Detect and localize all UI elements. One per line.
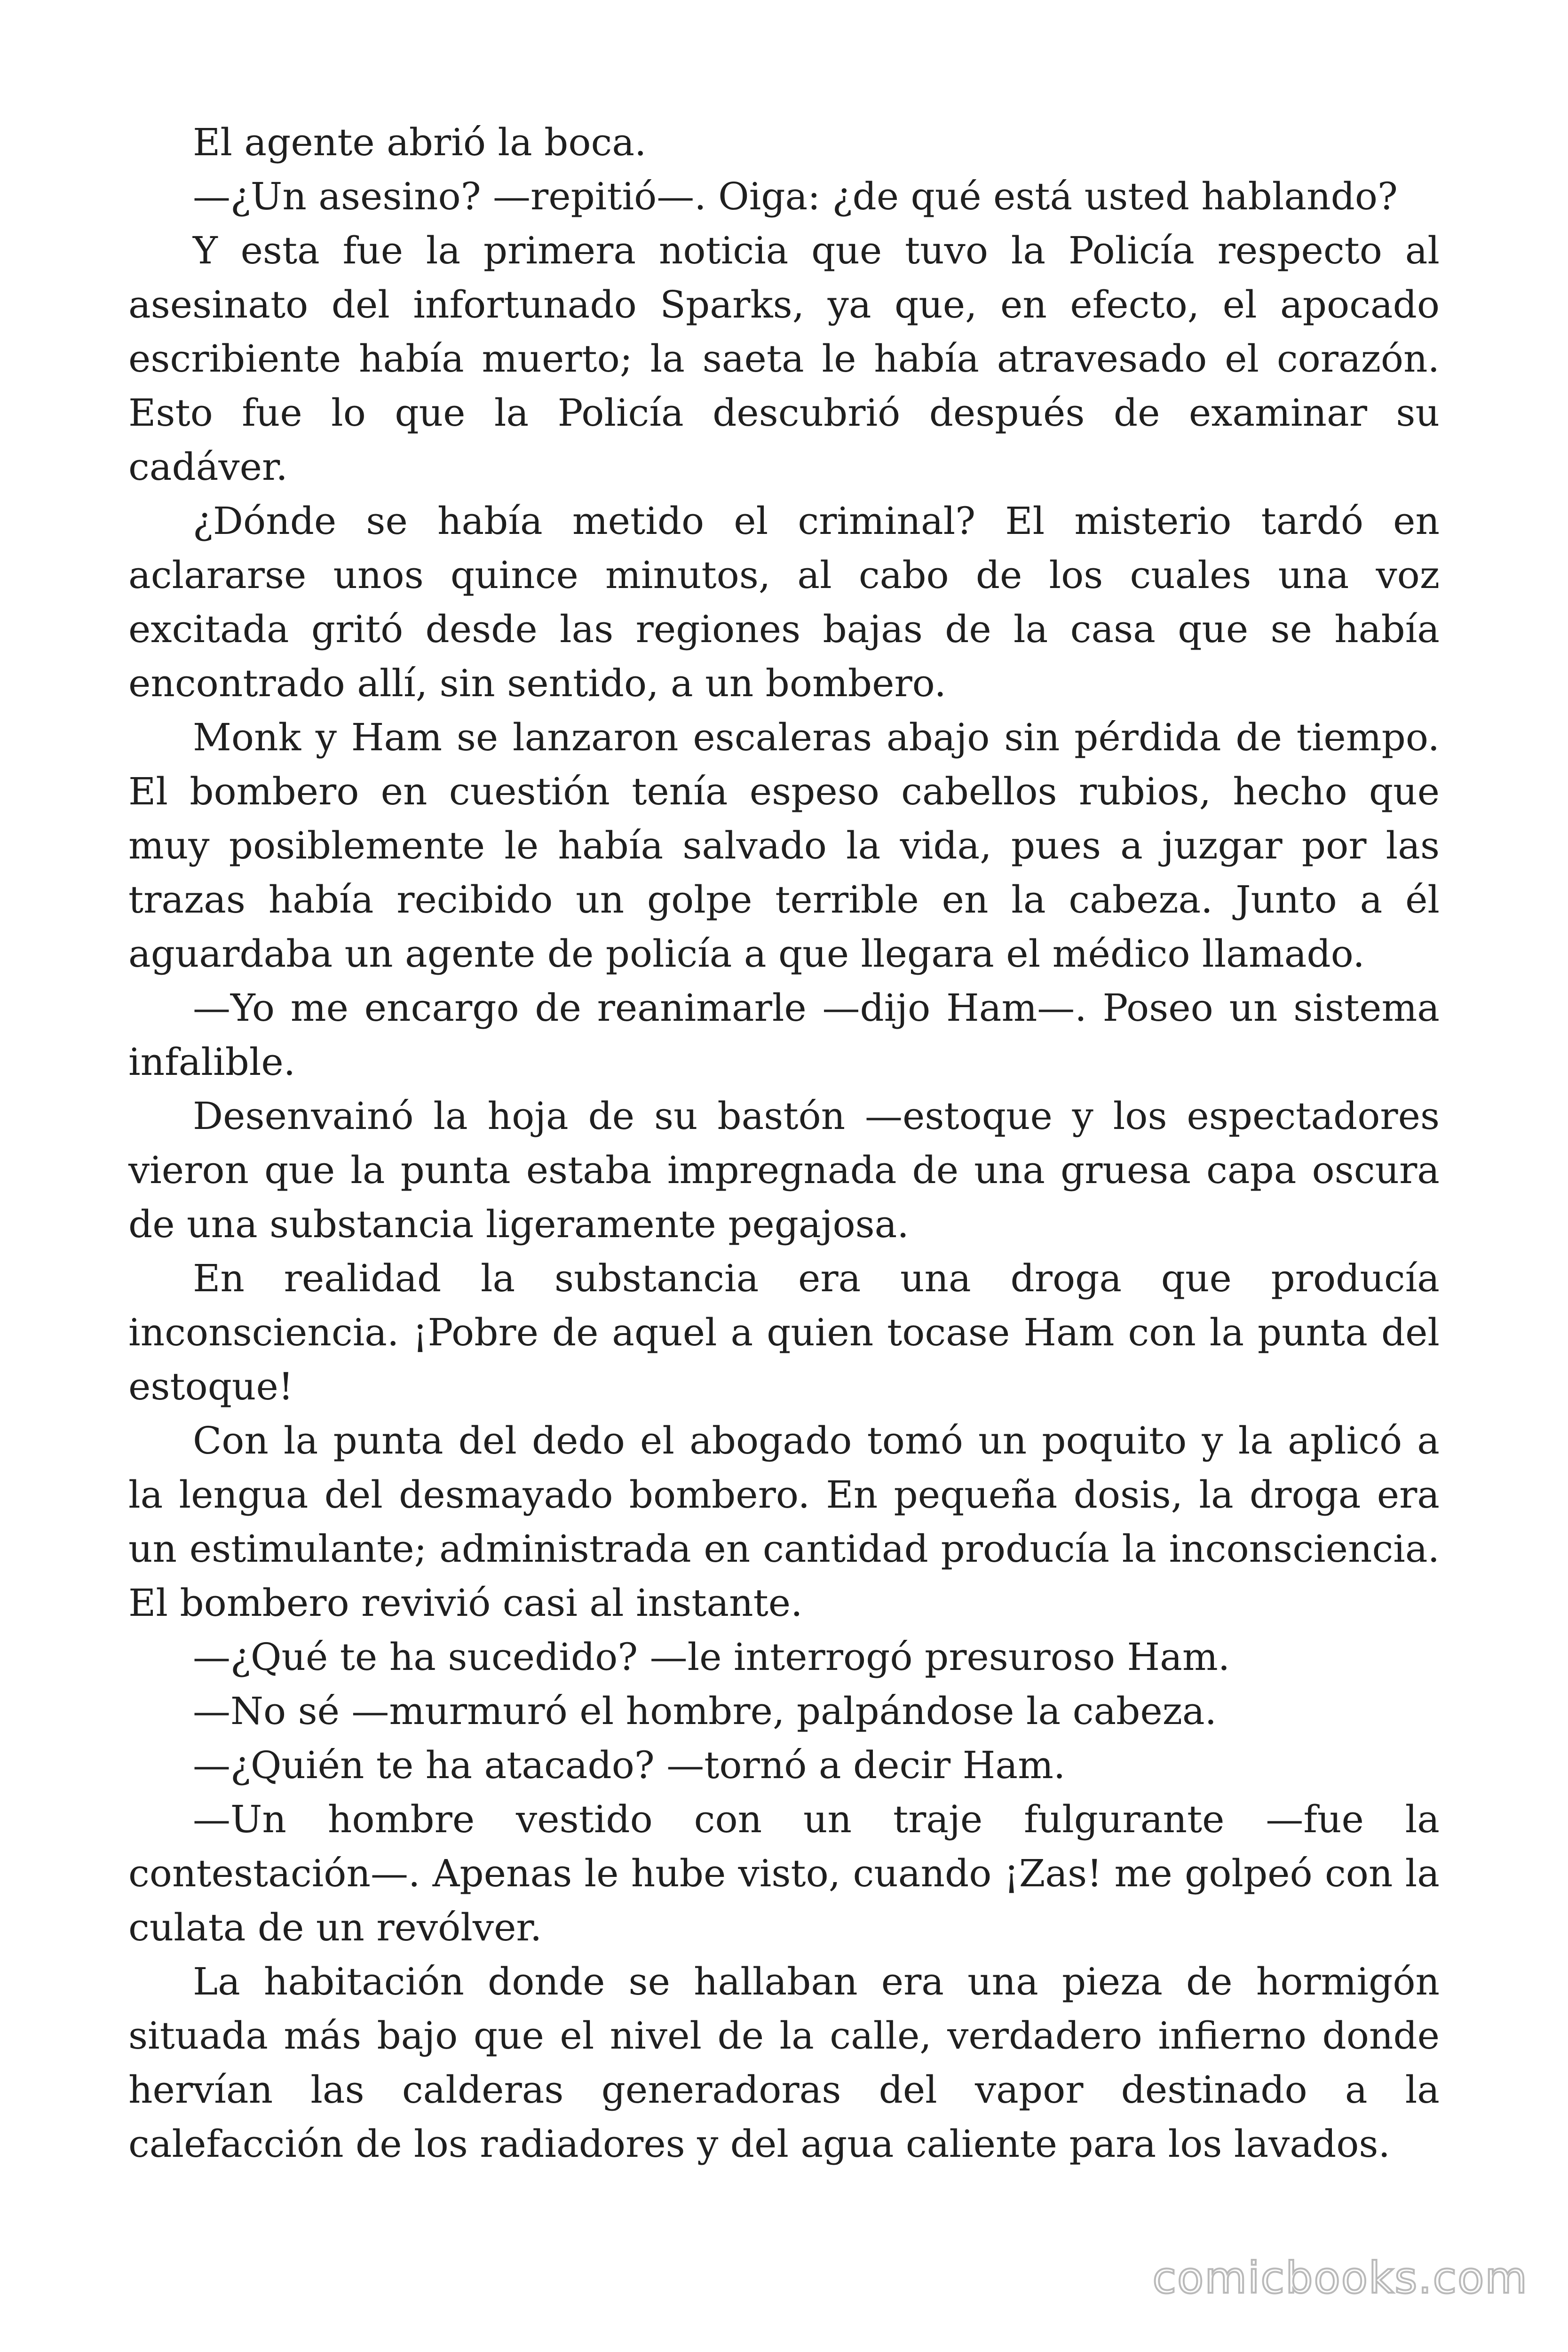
paragraph: —¿Qué te ha sucedido? —le interrogó presuroso Ham. — [193, 1635, 1230, 1679]
paragraph: Monk y Ham se lanzaron escaleras abajo sin pérdida de tiempo. El bombero en cuestión tenía espeso cabellos rubios, hecho que muy posiblemente le había salvado la vida, pues a juzgar por las trazas había recibido un golpe terrible en la cabeza. Junto a él aguardaba un agente de policía a que llegara el médico llamado. — [128, 715, 1440, 976]
paragraph: La habitación donde se hallaban era una pieza de hormigón situada más bajo que el nivel de la calle, verdadero infierno donde hervían las calderas generadoras del vapor destinado a la calefacción de los radiadores y del agua caliente para los lavados. — [128, 1960, 1440, 2166]
paragraph: —¿Quién te ha atacado? —tornó a decir Ham. — [193, 1743, 1066, 1787]
paragraph: En realidad la substancia era una droga que producía inconsciencia. ¡Pobre de aquel a quien tocase Ham con la punta del estoque! — [128, 1256, 1440, 1408]
paragraph: —¿Un asesino? —repitió—. Oiga: ¿de qué está usted hablando? — [193, 175, 1398, 218]
page-text — [128, 115, 1440, 2171]
paragraph: Desenvainó la hoja de su bastón —estoque y los espectadores vieron que la punta estaba impregnada de una gruesa capa oscura de una substancia ligeramente pegajosa. — [128, 1094, 1440, 1246]
paragraph: Con la punta del dedo el abogado tomó un poquito y la aplicó a la lengua del desmayado bombero. En pequeña dosis, la droga era un estimulante; administrada en cantidad producía la inconsciencia. El bombero revivió casi al instante. — [128, 1419, 1440, 1625]
watermark: comicbooks.com — [1152, 2253, 1528, 2303]
paragraph: El agente abrió la boca. — [193, 120, 647, 164]
paragraph: —No sé —murmuró el hombre, palpándose la cabeza. — [193, 1689, 1217, 1733]
paragraph: —Un hombre vestido con un traje fulgurante —fue la contestación—. Apenas le hube visto, cuando ¡Zas! me golpeó con la culata de un revólver. — [128, 1797, 1440, 1949]
paragraph: —Yo me encargo de reanimarle —dijo Ham—. Poseo un sistema infalible. — [128, 986, 1440, 1084]
paragraph: Y esta fue la primera noticia que tuvo la Policía respecto al asesinato del infortunado Sparks, ya que, en efecto, el apocado escribiente había muerto; la saeta le había atravesado el corazón. Esto fue lo que la Policía descubrió después de examinar su cadáver. — [128, 229, 1440, 489]
paragraph: ¿Dónde se había metido el criminal? El misterio tardó en aclararse unos quince minutos, al cabo de los cuales una voz excitada gritó desde las regiones bajas de la casa que se había encontrado allí, sin sentido, a un bombero. — [128, 499, 1440, 705]
